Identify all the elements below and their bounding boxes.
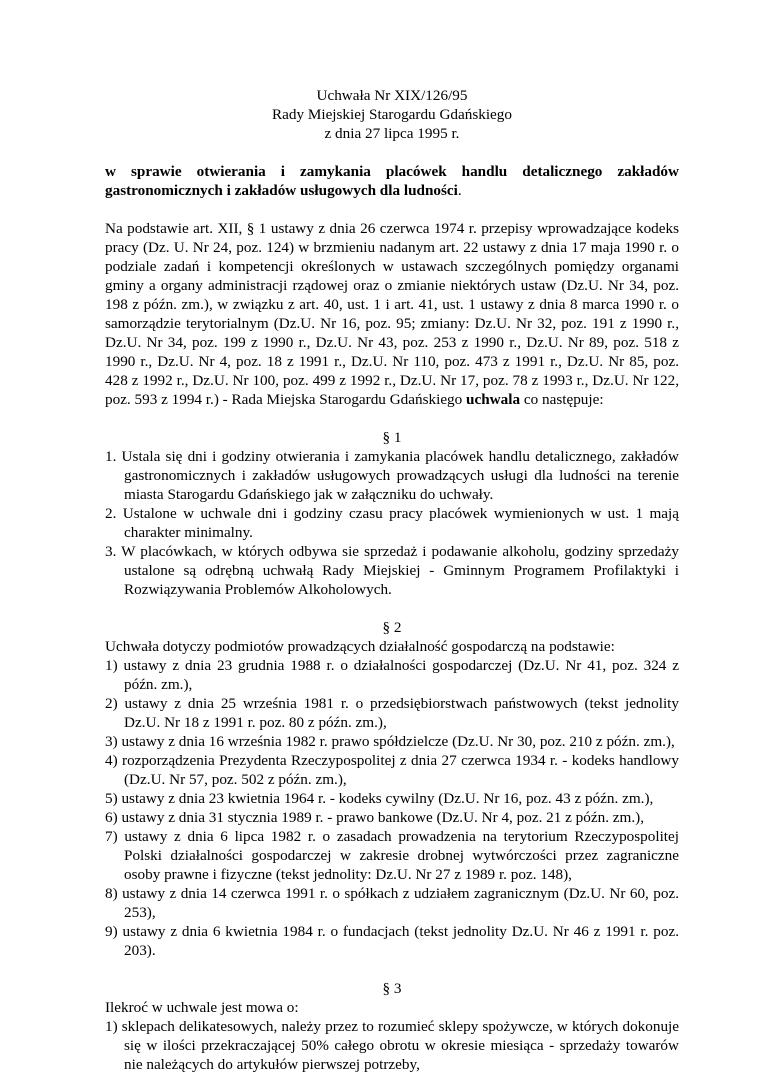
council-name: Rady Miejskiej Starogardu Gdańskiego [271,106,512,123]
resolution-subject [105,162,679,200]
section-2-item: 1) ustawy z dnia 23 grudnia 1988 r. o działalności gospodarczej (Dz.U. Nr 41, poz. 324 z późn. zm.), [105,657,679,693]
subject-text: w sprawie otwierania i zamykania placówek handlu detalicznego zakładów gastronomicznych i zakładów usługowych dla ludności [105,163,679,199]
section-2-item: 3) ustawy z dnia 16 września 1982 r. prawo spółdzielcze (Dz.U. Nr 30, poz. 210 z późn. zm.), [105,733,675,750]
section-2-item: 8) ustawy z dnia 14 czerwca 1991 r. o spółkach z udziałem zagranicznym (Dz.U. Nr 60, poz. 253), [105,885,679,921]
document-page [105,86,679,1074]
subject-tail: . [457,182,462,199]
resolution-header [105,86,679,143]
section-2-item: 2) ustawy z dnia 25 września 1981 r. o przedsiębiorstwach państwowych (tekst jednolity Dz.U. Nr 18 z 1991 r. poz. 80 z późn. zm.), [105,695,679,731]
section-1-title: § 1 [382,429,402,446]
section-2-item: 6) ustawy z dnia 31 stycznia 1989 r. - prawo bankowe (Dz.U. Nr 4, poz. 21 z późn. zm.), [105,809,645,826]
section-2-list [105,656,679,960]
preamble-keyword: uchwala [466,391,521,408]
resolution-number: Uchwała Nr XIX/126/95 [316,87,468,104]
preamble [105,219,679,409]
section-1-list [105,447,679,599]
section-2-item: 7) ustawy z dnia 6 lipca 1982 r. o zasadach prowadzenia na terytorium Rzeczypospolitej Polski działalności gospodarczej w zakresie drobnej wytwórczości przez zagraniczne osoby prawne i fizyczne (tekst jednolity: Dz.U. Nr 27 z 1989 r. poz. 148), [105,828,679,883]
section-2-title: § 2 [382,619,402,636]
section-1-item: 1. Ustala się dni i godziny otwierania i zamykania placówek handlu detalicznego, zakładów gastronomicznych i zakładów usługowych prowadzących usługi dla ludności na terenie miasta Starogardu Gdańskiego jak w załączniku do uchwały. [105,448,679,503]
section-1-item: 3. W placówkach, w których odbywa sie sprzedaż i podawanie alkoholu, godziny sprzedaży ustalone są odrębną uchwałą Rady Miejskiej - Gminnym Programem Profilaktyki i Rozwiązywania Problemów Alkoholowych. [105,543,679,598]
resolution-date: z dnia 27 lipca 1995 r. [324,125,460,142]
section-2-item: 4) rozporządzenia Prezydenta Rzeczypospolitej z dnia 27 czerwca 1934 r. - kodeks handlowy (Dz.U. Nr 57, poz. 502 z późn. zm.), [105,752,679,788]
section-1-item: 2. Ustalone w uchwale dni i godziny czasu pracy placówek wymienionych w ust. 1 mają charakter minimalny. [105,505,679,541]
section-3-item: 1) sklepach delikatesowych, należy przez to rozumieć sklepy spożywcze, w których dokonuje się w ilości przekraczającej 50% całego obrotu w okresie miesiąca - sprzedaży towarów nie należących do artykułów pierwszej potrzeby, [105,1018,679,1073]
section-3-intro: Ilekroć w uchwale jest mowa o: [105,999,299,1016]
section-3-title: § 3 [382,980,402,997]
section-2-intro: Uchwała dotyczy podmiotów prowadzących działalność gospodarczą na podstawie: [105,638,615,655]
preamble-text: Na podstawie art. XII, § 1 ustawy z dnia 26 czerwca 1974 r. przepisy wprowadzające kodeks pracy (Dz. U. Nr 24, poz. 124) w brzmieniu nadanym art. 22 ustawy z dnia 17 maja 1990 r. o podziale zadań i kompetencji określonych w ustawach szczególnych pomiędzy organami gminy a organy administracji rządowej oraz o zmianie niektórych ustaw (Dz.U. Nr 34, poz. 198 z późn. zm.), w związku z art. 40, ust. 1 i art. 41, ust. 1 ustawy z dnia 8 marca 1990 r. o samorządzie terytorialnym (Dz.U. Nr 16, poz. 95; zmiany: Dz.U. Nr 32, poz. 191 z 1990 r., Dz.U. Nr 34, poz. 199 z 1990 r., Dz.U. Nr 43, poz. 253 z 1990 r., Dz.U. Nr 89, poz. 518 z 1990 r., Dz.U. Nr 4, poz. 18 z 1991 r., Dz.U. Nr 110, poz. 473 z 1991 r., Dz.U. Nr 85, poz. 428 z 1992 r., Dz.U. Nr 100, poz. 499 z 1992 r., Dz.U. Nr 17, poz. 78 z 1993 r., Dz.U. Nr 122, poz. 593 z 1994 r.) - Rada Miejska Starogardu Gdańskiego [105,220,679,408]
section-3-list [105,1017,679,1074]
section-2-item: 9) ustawy z dnia 6 kwietnia 1984 r. o fundacjach (tekst jednolity Dz.U. Nr 46 z 1991 r. poz. 203). [105,923,679,959]
preamble-end: co następuje: [523,391,604,408]
section-2-item: 5) ustawy z dnia 23 kwietnia 1964 r. - kodeks cywilny (Dz.U. Nr 16, poz. 43 z późn. zm.), [105,790,654,807]
